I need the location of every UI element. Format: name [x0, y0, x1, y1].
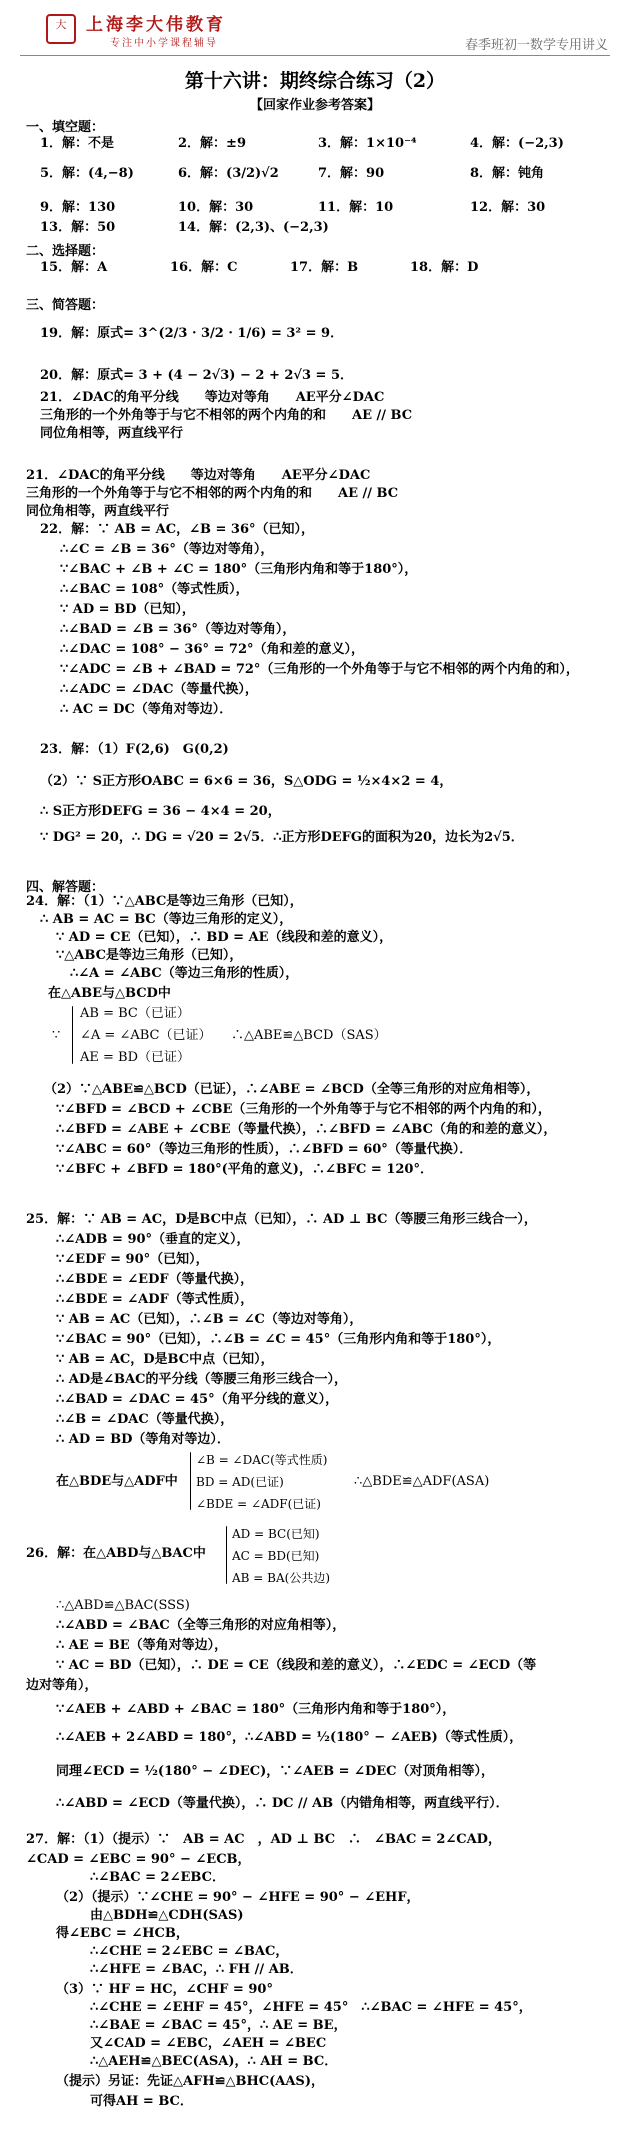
answer-24-line: ∵∠ABC = 60°（等边三角形的性质），∴∠BFD = 60°（等量代换）．: [56, 1142, 473, 1157]
answer-26-line: AB = BA(公共边): [232, 1571, 331, 1585]
answer-24-line: （2）∵△ABE≌△BCD（已证），∴∠ABE = ∠BCD（全等三角形的对应角相等），: [44, 1082, 540, 1097]
answer-27-line: ∴∠HFE = ∠BAC，∴ FH // AB．: [90, 1962, 303, 1977]
answer-25-line: ∠B = ∠DAC(等式性质): [196, 1453, 328, 1467]
answer-27-line: 由△BDH≌△CDH(SAS): [90, 1908, 244, 1923]
section-heading: 三、简答题：: [26, 298, 105, 313]
answer-24-line: ∵ AD = CE（已知），∴ BD = AE（线段和差的意义），: [56, 930, 393, 945]
system-brace: [72, 1006, 73, 1064]
answer-26-line: ∴△ABD≌△BAC(SSS): [56, 1598, 190, 1613]
answer-26-line: ∴∠ABD = ∠BAC（全等三角形的对应角相等），: [56, 1618, 346, 1633]
answer-22-line: ∴∠BAC = 108°（等式性质），: [60, 582, 249, 597]
answer-12: 12．解：30: [470, 200, 546, 215]
answer-24-line: AE = BD（已证）: [80, 1050, 191, 1065]
answer-25-line: BD = AD(已证): [196, 1475, 284, 1489]
answer-17: 17．解：B: [290, 260, 359, 275]
header-divider: [20, 55, 610, 56]
answer-11: 11．解：10: [318, 200, 394, 215]
answer-24-line: 24．解：（1）∵△ABC是等边三角形（已知），: [26, 894, 303, 909]
answer-2: 2．解：±9: [178, 136, 246, 151]
answer-27-line: （提示）另证：先证△AFH≌△BHC(AAS)，: [56, 2074, 324, 2089]
page-header: [0, 0, 630, 58]
answer-26-line: ∴ AE = BE（等角对等边），: [56, 1638, 228, 1653]
answer-19: 19．解：原式= 3^(2/3 · 3/2 · 1/6) = 3² = 9．: [40, 326, 344, 341]
answer-26-line: AC = BD(已知): [232, 1549, 320, 1563]
answer-27-line: 又∠CAD = ∠EBC，∠AEH = ∠BEC: [90, 2036, 327, 2051]
answer-1: 1．解：不是: [40, 136, 115, 151]
answer-22-line: ∵ AD = BD（已知），: [60, 602, 195, 617]
course-name: 春季班初一数学专用讲义: [464, 38, 608, 53]
answer-24-line: ∴∠BFD = ∠ABE + ∠CBE（等量代换），∴∠BFD = ∠ABC（角的和差的意义），: [56, 1122, 557, 1137]
answer-14: 14．解：(2,3)、(−2,3): [178, 220, 329, 235]
answer-24-line: ∵△ABC是等边三角形（已知），: [56, 948, 243, 963]
answer-24-line: ∵∠BFC + ∠BFD = 180°(平角的意义)，∴∠BFC = 120°．: [56, 1162, 433, 1177]
answer-25-line: ∵∠EDF = 90°（已知），: [56, 1252, 209, 1267]
answer-22-line: ∴ AC = DC（等角对等边）．: [60, 702, 233, 717]
answer-25-line: ∴∠BDE = ∠ADF（等式性质），: [56, 1292, 254, 1307]
answer-25-line: ∠BDE = ∠ADF(已证): [196, 1497, 321, 1511]
answer-27-line: ∴∠CHE = ∠EHF = 45°，∠HFE = 45° ∴∠BAC = ∠HFE = 45°，: [90, 2000, 532, 2015]
answer-27-line: ∴△AEH≌△BEC(ASA)，∴ AH = BC．: [90, 2054, 338, 2069]
answer-9: 9．解：130: [40, 200, 116, 215]
answer-23-line: 23．解：（1）F(2,6) G(0,2): [40, 742, 229, 757]
answer-24-line: ∠A = ∠ABC（已证） ∴△ABE≌△BCD（SAS）: [80, 1028, 387, 1043]
answer-22-line: ∵∠ADC = ∠B + ∠BAD = 72°（三角形的一个外角等于与它不相邻的两个内角的和），: [60, 662, 579, 677]
answer-7: 7．解：90: [318, 166, 385, 181]
answer-24-line: ∵∠BFD = ∠BCD + ∠CBE（三角形的一个外角等于与它不相邻的两个内角的和），: [56, 1102, 551, 1117]
answer-27-line: ∴∠CHE = 2∠EBC = ∠BAC，: [90, 1944, 289, 1959]
page-title: 第十六讲：期终综合练习（2）: [184, 70, 446, 92]
answer-27-line: 得∠EBC = ∠HCB，: [56, 1926, 189, 1941]
answer-27-line: （3）∵ HF = HC，∠CHF = 90°: [56, 1982, 273, 1997]
answer-3: 3．解：1×10⁻⁴: [318, 136, 417, 151]
answer-22-line: 22．解：∵ AB = AC，∠B = 36°（已知），: [40, 522, 314, 537]
answer-27-line: ∴∠BAC = 2∠EBC．: [90, 1870, 225, 1885]
answer-21-line: 三角形的一个外角等于与它不相邻的两个内角的和 AE // BC: [26, 486, 399, 501]
section-heading: 四、解答题：: [26, 880, 105, 895]
answer-15: 15．解：A: [40, 260, 108, 275]
answer-22-line: ∴∠C = ∠B = 36°（等边对等角），: [60, 542, 274, 557]
answer-25-line: ∵ AB = AC，D是BC中点（已知），: [56, 1352, 274, 1367]
answer-21-line: 同位角相等，两直线平行: [40, 426, 184, 441]
system-brace: [190, 1452, 191, 1510]
answer-22-line: ∴∠BAD = ∠B = 36°（等边对等角），: [60, 622, 296, 637]
answer-26-line: 同理∠ECD = ½(180° − ∠DEC)，∵∠AEB = ∠DEC（对顶角相等），: [56, 1764, 494, 1779]
page-subtitle: 【回家作业参考答案】: [249, 98, 380, 113]
answer-25-line: ∴∠B = ∠DAC（等量代换），: [56, 1412, 234, 1427]
answer-23-line: （2）∵ S正方形OABC = 6×6 = 36，S△ODG = ½×4×2 = 4，: [40, 774, 453, 789]
system-brace: [226, 1526, 227, 1584]
answer-24-line: ∴∠A = ∠ABC（等边三角形的性质），: [70, 966, 299, 981]
answer-10: 10．解：30: [178, 200, 254, 215]
answer-21-line: 三角形的一个外角等于与它不相邻的两个内角的和 AE // BC: [40, 408, 413, 423]
answer-26-line: 边对等角），: [26, 1678, 98, 1693]
answer-13: 13．解：50: [40, 220, 116, 235]
answer-26-line: 26．解：在△ABD与△BAC中: [26, 1546, 206, 1561]
answer-4: 4．解：(−2,3): [470, 136, 564, 151]
answer-16: 16．解：C: [170, 260, 238, 275]
answer-26-line: ∴∠AEB + 2∠ABD = 180°，∴∠ABD = ½(180° − ∠AEB)（等式性质），: [56, 1730, 523, 1745]
answer-26-line: ∵∠AEB + ∠ABD + ∠BAC = 180°（三角形内角和等于180°），: [56, 1702, 456, 1717]
section-heading: 一、填空题：: [26, 120, 105, 135]
answer-24-line: ∴ AB = AC = BC（等边三角形的定义），: [40, 912, 293, 927]
answer-25-line: ∴ AD = BD（等角对等边）．: [56, 1432, 230, 1447]
answer-22-line: ∴∠DAC = 108° − 36° = 72°（角和差的意义），: [60, 642, 365, 657]
answer-18: 18．解：D: [410, 260, 479, 275]
answer-24-line: AB = BC（已证）: [80, 1006, 190, 1021]
answer-25-line: ∴△BDE≌△ADF(ASA): [354, 1474, 490, 1489]
answer-25-line: ∴∠BAD = ∠DAC = 45°（角平分线的意义），: [56, 1392, 339, 1407]
answer-25-line: ∴ AD是∠BAC的平分线（等腰三角形三线合一），: [56, 1372, 347, 1387]
answer-20: 20．解：原式= 3 + (4 − 2√3) − 2 + 2√3 = 5．: [40, 368, 353, 383]
answer-8: 8．解：钝角: [470, 166, 545, 181]
answer-26-line: ∵ AC = BD（已知），∴ DE = CE（线段和差的意义），∴∠EDC = ∠ECD（等: [56, 1658, 537, 1673]
because-symbol: ∵: [52, 1028, 61, 1043]
answer-5: 5．解：(4,−8): [40, 166, 134, 181]
answer-25-line: ∴∠ADB = 90°（垂直的定义），: [56, 1232, 250, 1247]
answer-26-line: AD = BC(已知): [232, 1527, 320, 1541]
answer-27-line: 27．解：（1）（提示）∵ AB = AC ，AD ⊥ BC ∴ ∠BAC = 2∠CAD，: [26, 1832, 501, 1847]
answer-6: 6．解：(3/2)√2: [178, 166, 279, 181]
answer-26-line: ∴∠ABD = ∠ECD（等量代换），∴ DC // AB（内错角相等，两直线平行）．: [56, 1796, 509, 1811]
answer-27-line: ∠CAD = ∠EBC = 90° − ∠ECB，: [26, 1852, 251, 1867]
answer-21-line: 21．∠DAC的角平分线 等边对等角 AE平分∠DAC: [40, 390, 385, 405]
answer-25-line: ∵ AB = AC（已知），∴∠B = ∠C（等边对等角），: [56, 1312, 363, 1327]
answer-23-line: ∵ DG² = 20，∴ DG = √20 = 2√5．∴正方形DEFG的面积为20，边长为2√5．: [40, 830, 524, 845]
answer-25-line: ∵∠BAC = 90°（已知），∴∠B = ∠C = 45°（三角形内角和等于180°），: [56, 1332, 501, 1347]
section-heading: 二、选择题：: [26, 244, 105, 259]
answer-25-line: ∴∠BDE = ∠EDF（等量代换），: [56, 1272, 254, 1287]
brand-slogan: 专注中小学课程辅导: [110, 38, 218, 49]
answer-25-line: 25．解：∵ AB = AC，D是BC中点（已知），∴ AD ⊥ BC（等腰三角形三线合一），: [26, 1212, 537, 1227]
brand-name: 上海李大伟教育: [86, 15, 226, 35]
answer-21-line: 21．∠DAC的角平分线 等边对等角 AE平分∠DAC: [26, 468, 371, 483]
answer-23-line: ∴ S正方形DEFG = 36 − 4×4 = 20，: [40, 804, 281, 819]
answer-22-line: ∴∠ADC = ∠DAC（等量代换），: [60, 682, 258, 697]
answer-27-line: ∴∠BAE = ∠BAC = 45°，∴ AE = BE，: [90, 2018, 347, 2033]
answer-25-line: 在△BDE与△ADF中: [56, 1474, 178, 1489]
answer-24-line: 在△ABE与△BCD中: [48, 986, 171, 1001]
answer-22-line: ∵∠BAC + ∠B + ∠C = 180°（三角形内角和等于180°），: [60, 562, 418, 577]
answer-27-line: （2）（提示）∵∠CHE = 90° − ∠HFE = 90° − ∠EHF，: [56, 1890, 420, 1905]
answer-21-line: 同位角相等，两直线平行: [26, 504, 170, 519]
brand-logo: 大: [46, 14, 76, 44]
answer-27-line: 可得AH = BC．: [90, 2094, 193, 2109]
